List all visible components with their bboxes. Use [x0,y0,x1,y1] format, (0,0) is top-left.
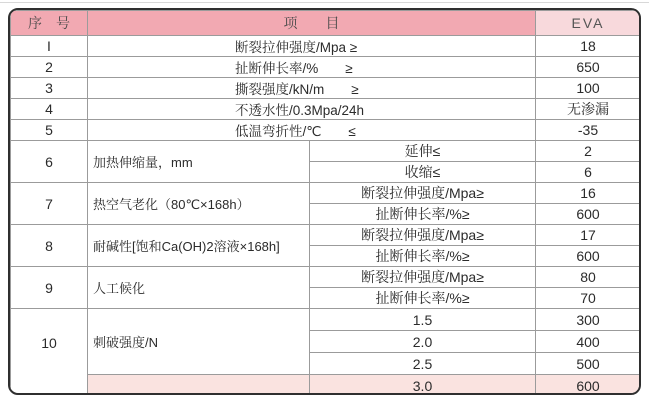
table-row [11,309,641,331]
table-header-row [11,11,641,36]
eva-value-cell: 600 [536,246,641,267]
table-row [11,78,641,99]
eva-value-cell: 无渗漏 [536,99,641,120]
eva-value-cell: -35 [536,120,641,141]
item-label-cell: 扯断伸长率/% ≥ [88,57,536,78]
sub-item-label-cell: 断裂拉伸强度/Mpa≥ [310,225,536,246]
sub-item-label-cell: 3.0 [310,375,536,396]
eva-value-cell: 2 [536,141,641,162]
sub-item-label-cell: 收缩≤ [310,162,536,183]
sub-item-label-cell: 断裂拉伸强度/Mpa≥ [310,267,536,288]
row-number-cell: 3 [11,78,88,99]
table-row [11,183,641,204]
row-number-cell: 6 [11,141,88,183]
row-number-cell: 4 [11,99,88,120]
eva-spec-table [10,10,641,395]
highlight-empty-cell [88,375,310,396]
eva-value-cell: 650 [536,57,641,78]
eva-value-cell: 600 [536,204,641,225]
group-name-cell: 人工候化 [88,267,310,309]
sub-item-label-cell: 延伸≤ [310,141,536,162]
row-number-cell: 5 [11,120,88,141]
row-number-cell: 10 [11,309,88,396]
eva-value-cell: 16 [536,183,641,204]
table-row [11,141,641,162]
row-number-cell: 8 [11,225,88,267]
group-name-cell: 加热伸缩量，mm [88,141,310,183]
eva-value-cell: 300 [536,309,641,331]
row-number-cell: I [11,36,88,57]
eva-value-cell: 70 [536,288,641,309]
eva-value-cell: 100 [536,78,641,99]
item-label-cell: 低温弯折性/℃ ≤ [88,120,536,141]
page-divider-line [0,2,649,3]
group-name-cell: 耐碱性[饱和Ca(OH)2溶液×168h] [88,225,310,267]
item-label-cell: 撕裂强度/kN/m ≥ [88,78,536,99]
row-number-cell: 2 [11,57,88,78]
eva-value-cell: 18 [536,36,641,57]
group-name-cell: 刺破强度/N [88,309,310,375]
highlight-row [11,375,641,396]
table-row [11,267,641,288]
sub-item-label-cell: 2.0 [310,331,536,353]
row-number-cell: 7 [11,183,88,225]
sub-item-label-cell: 扯断伸长率/%≥ [310,288,536,309]
col-header-serial: 序 号 [11,11,88,36]
item-label-cell: 断裂拉伸强度/Mpa ≥ [88,36,536,57]
item-label-cell: 不透水性/0.3Mpa/24h [88,99,536,120]
eva-value-cell: 17 [536,225,641,246]
table-row [11,120,641,141]
table-row [11,99,641,120]
spec-table [8,8,641,395]
sub-item-label-cell: 2.5 [310,353,536,375]
eva-value-cell: 6 [536,162,641,183]
table-row [11,57,641,78]
sub-item-label-cell: 断裂拉伸强度/Mpa≥ [310,183,536,204]
row-number-cell: 9 [11,267,88,309]
eva-value-cell: 500 [536,353,641,375]
eva-value-cell: 80 [536,267,641,288]
col-header-item: 项 目 [88,11,536,36]
sub-item-label-cell: 1.5 [310,309,536,331]
eva-value-cell: 600 [536,375,641,396]
group-name-cell: 热空气老化（80℃×168h） [88,183,310,225]
sub-item-label-cell: 扯断伸长率/%≥ [310,246,536,267]
table-row [11,225,641,246]
col-header-eva: EVA [536,11,641,36]
table-row [11,36,641,57]
sub-item-label-cell: 扯断伸长率/%≥ [310,204,536,225]
eva-value-cell: 400 [536,331,641,353]
